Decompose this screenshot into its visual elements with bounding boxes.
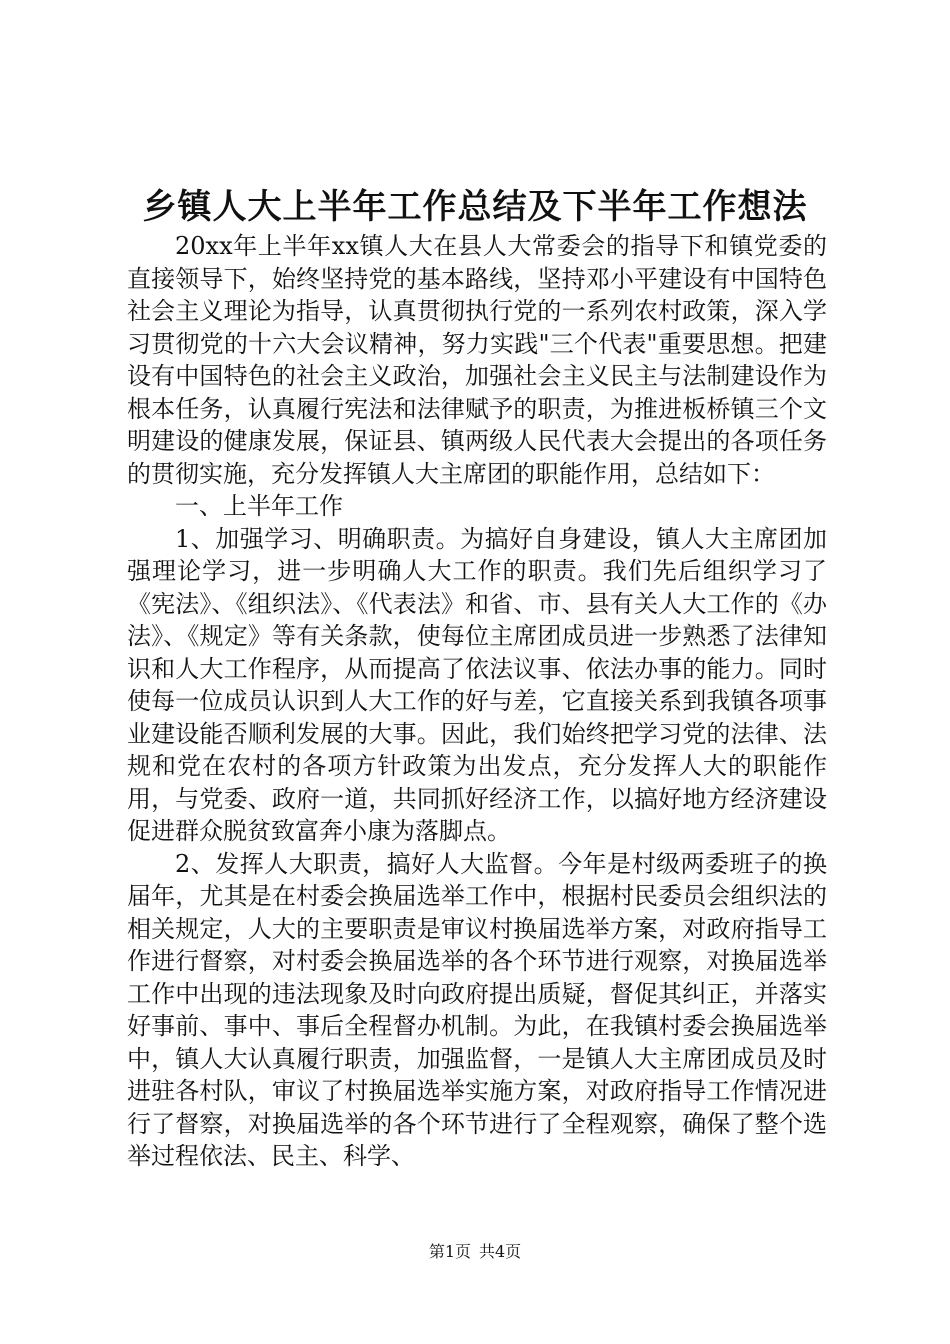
page-total: 共4页 (479, 1242, 522, 1261)
page-number: 第1页 (428, 1242, 471, 1261)
paragraph-intro: 20xx年上半年xx镇人大在县人大常委会的指导下和镇党委的直接领导下，始终坚持党的基本路线，坚持邓小平建设有中国特色社会主义理论为指导，认真贯彻执行党的一系列农村政策，深入学习贯彻党的十六大会议精神，努力实践"三个代表"重要思想。把建设有中国特色的社会主义政治，加强社会主义民主与法制建设作为根本任务，认真履行宪法和法律赋予的职责，为推进板桥镇三个文明建设的健康发展，保证县、镇两级人民代表大会提出的各项任务的贯彻实施，充分发挥镇人大主席团的职能作用，总结如下： (127, 232, 827, 488)
document-title: 乡镇人大上半年工作总结及下半年工作想法 (142, 187, 808, 227)
paragraph-item-1: 1、加强学习、明确职责。为搞好自身建设，镇人大主席团加强理论学习，进一步明确人大工作的职责。我们先后组织学习了《宪法》、《组织法》、《代表法》和省、市、县有关人大工作的《办法》、《规定》等有关条款，使每位主席团成员进一步熟悉了法律知识和人大工作程序，从而提高了依法议事、依法办事的能力。同时使每一位成员认识到人大工作的好与差，它直接关系到我镇各项事业建设能否顺利发展的大事。因此，我们始终把学习党的法律、法规和党在农村的各项方针政策为出发点，充分发挥人大的职能作用，与党委、政府一道，共同抓好经济工作，以搞好地方经济建设促进群众脱贫致富奔小康为落脚点。 (127, 524, 827, 845)
paragraph-item-2: 2、发挥人大职责，搞好人大监督。今年是村级两委班子的换届年，尤其是在村委会换届选举工作中，根据村民委员会组织法的相关规定，人大的主要职责是审议村换届选举方案，对政府指导工作进行督察，对村委会换届选举的各个环节进行观察，对换届选举工作中出现的违法现象及时向政府提出质疑，督促其纠正，并落实好事前、事中、事后全程督办机制。为此，在我镇村委会换届选举中，镇人大认真履行职责，加强监督，一是镇人大主席团成员及时进驻各村队，审议了村换届选举实施方案，对政府指导工作情况进行了督察，对换届选举的各个环节进行了全程观察，确保了整个选举过程依法、民主、科学、 (127, 849, 827, 1170)
document-body (127, 230, 827, 1173)
page-footer (0, 1242, 950, 1262)
section-heading: 一、上半年工作 (175, 492, 343, 520)
